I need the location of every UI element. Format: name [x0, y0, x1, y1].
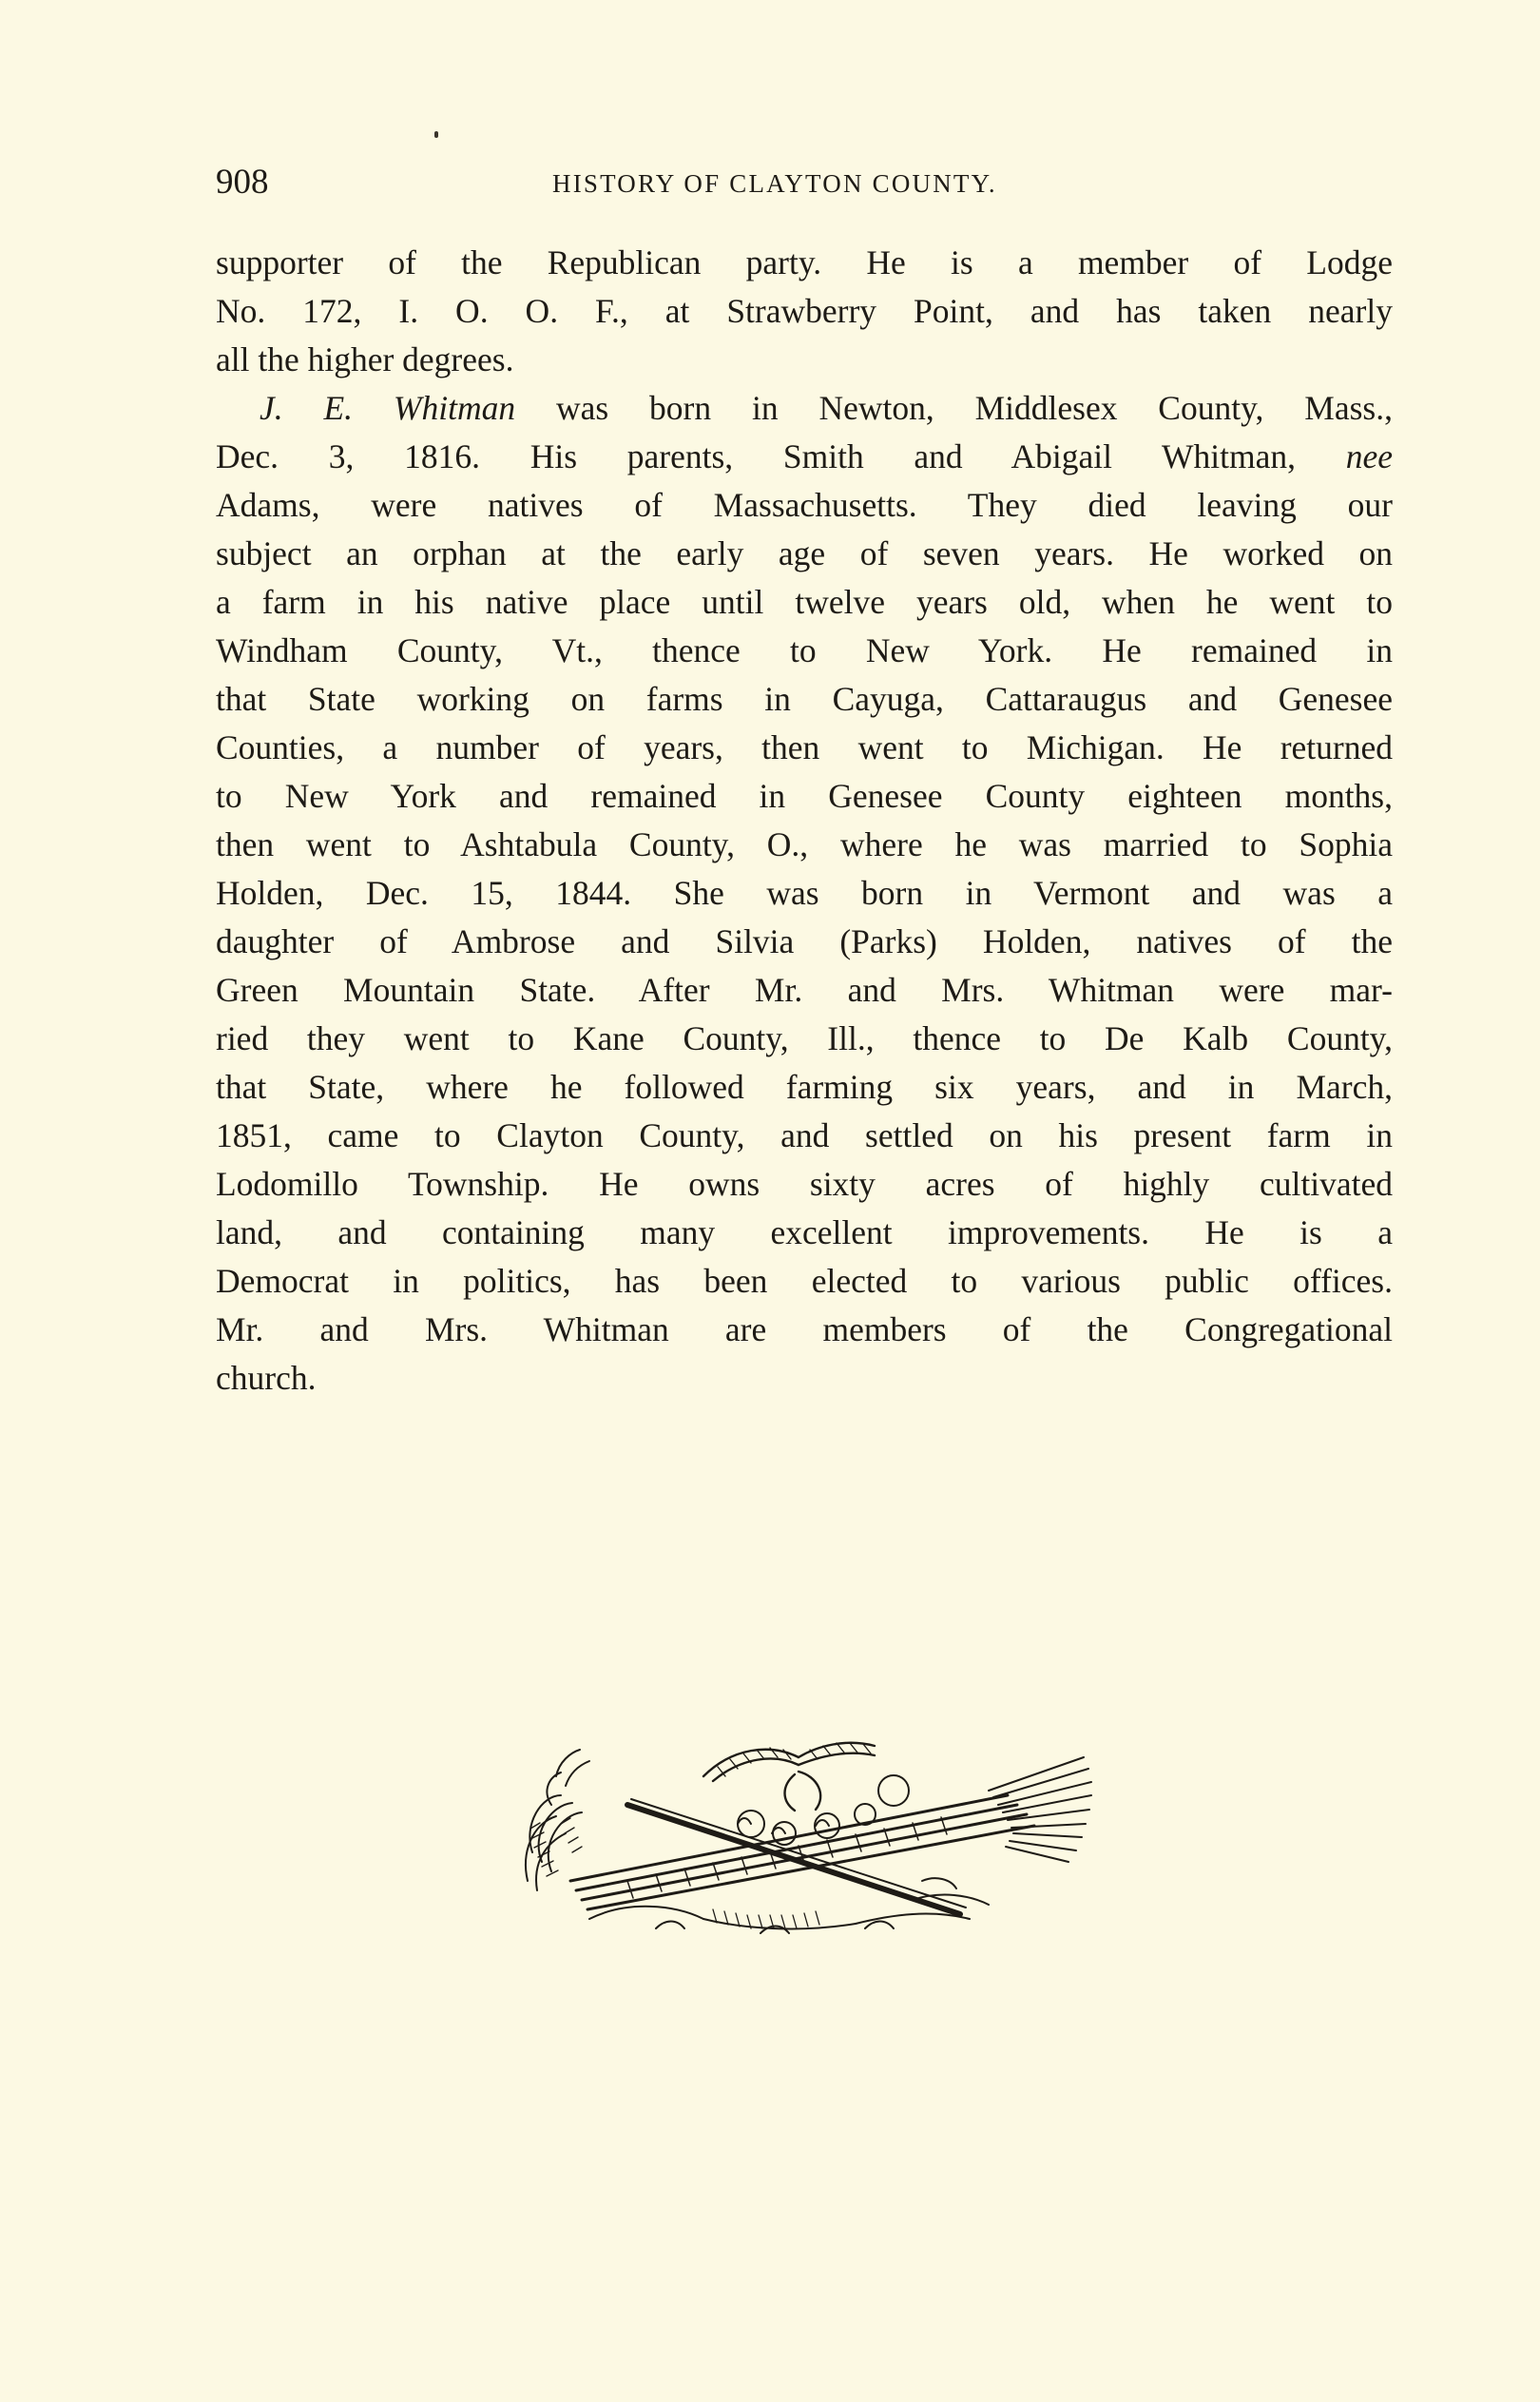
text-line: Holden, Dec. 15, 1844. She was born in Vermont and was a	[216, 874, 1393, 912]
text-line: then went to Ashtabula County, O., where he was married to Sophia	[216, 825, 1393, 863]
text-line: church.	[216, 1359, 317, 1397]
text-line: Lodomillo Township. He owns sixty acres of highly cultivated	[216, 1165, 1393, 1203]
text-line: Mr. and Mrs. Whitman are members of the Congregational	[216, 1310, 1393, 1348]
text-line: a farm in his native place until twelve years old, when he went to	[216, 583, 1393, 621]
text-line: 1851, came to Clayton County, and settled on his present farm in	[216, 1116, 1393, 1154]
ink-speck	[434, 131, 438, 138]
text-line	[216, 433, 1393, 481]
text-line	[216, 384, 1393, 433]
page-number: 908	[216, 163, 269, 202]
text-run: was born in Newton, Middlesex County, Mass.,	[515, 389, 1393, 427]
text-line: to New York and remained in Genesee County eighteen months,	[216, 777, 1393, 815]
text-line: ried they went to Kane County, Ill., thence to De Kalb County,	[216, 1019, 1393, 1057]
running-title: HISTORY OF CLAYTON COUNTY.	[552, 169, 997, 198]
text-line: Adams, were natives of Massachusetts. They died leaving our	[216, 486, 1393, 524]
italic-word: nee	[1345, 437, 1393, 475]
text-line: Windham County, Vt., thence to New York. He remained in	[216, 631, 1393, 669]
text-line: Democrat in politics, has been elected to various public offices.	[216, 1262, 1393, 1300]
person-name: J. E. Whitman	[260, 389, 516, 427]
running-head	[216, 164, 1342, 202]
text-line: all the higher degrees.	[216, 340, 514, 378]
body-text	[216, 239, 1393, 1403]
text-line: supporter of the Republican party. He is a member of Lodge	[216, 243, 1393, 281]
text-line: land, and containing many excellent improvements. He is a	[216, 1213, 1393, 1251]
eagle-fasces-ornament-icon	[513, 1738, 1093, 1938]
text-line: that State, where he followed farming six years, and in March,	[216, 1068, 1393, 1106]
text-line: No. 172, I. O. O. F., at Strawberry Point, and has taken nearly	[216, 292, 1393, 330]
text-line: that State working on farms in Cayuga, Cattaraugus and Genesee	[216, 680, 1393, 718]
text-line: subject an orphan at the early age of seven years. He worked on	[216, 534, 1393, 572]
text-line: daughter of Ambrose and Silvia (Parks) Holden, natives of the	[216, 922, 1393, 960]
text-line: Counties, a number of years, then went to Michigan. He returned	[216, 728, 1393, 766]
text-run: Dec. 3, 1816. His parents, Smith and Abigail Whitman,	[216, 437, 1346, 475]
text-line: Green Mountain State. After Mr. and Mrs. Whitman were mar-	[216, 971, 1393, 1009]
